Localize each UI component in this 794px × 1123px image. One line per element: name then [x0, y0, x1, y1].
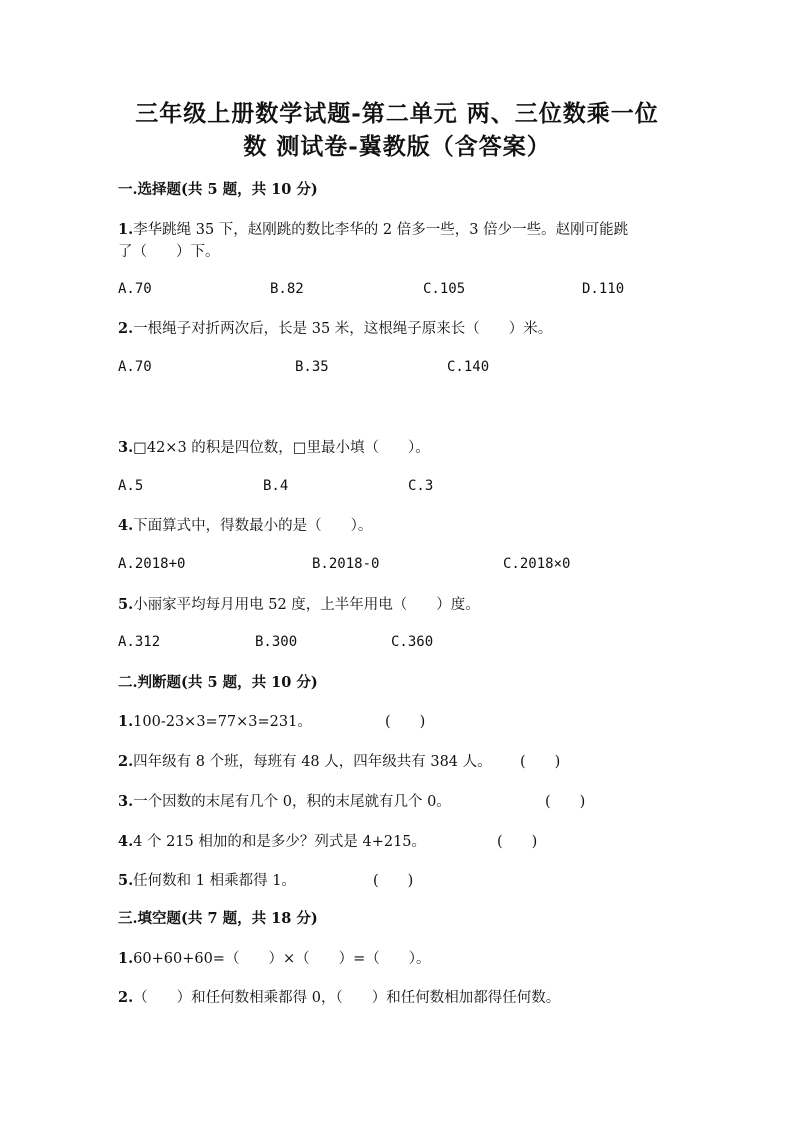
question-number: 5.	[118, 596, 134, 613]
question-number: 1.	[118, 221, 134, 238]
option-c: C.105	[423, 281, 466, 297]
question-body: 任何数和 1 相乘都得 1。	[133, 873, 296, 889]
question-body: （ ）和任何数相乘都得 0，（ ）和任何数相加都得任何数。	[133, 990, 561, 1006]
question-text	[118, 436, 430, 457]
answer-paren: ( )	[373, 873, 414, 889]
question-body: □42×3 的积是四位数，□里最小填（ ）。	[133, 440, 430, 456]
page-title-line1: 三年级上册数学试题-第二单元 两、三位数乘一位	[135, 100, 659, 127]
question-number: 3.	[118, 439, 134, 456]
question-number: 2.	[118, 753, 134, 770]
option-c: C.140	[447, 359, 490, 375]
section-heading-judgement: 二.判断题(共 5 题，共 10 分)	[118, 674, 318, 691]
section-heading-choice: 一.选择题(共 5 题，共 10 分)	[118, 181, 318, 198]
question-text	[118, 986, 560, 1007]
option-b: B.2018-0	[312, 556, 380, 572]
answer-paren: ( )	[545, 794, 586, 810]
question-text	[118, 869, 296, 890]
question-body: 4 个 215 相加的和是多少？列式是 4+215。	[133, 834, 427, 850]
question-text	[118, 830, 426, 851]
option-b: B.300	[255, 634, 298, 650]
option-b: B.35	[295, 359, 329, 375]
question-text-continued: 了（ ）下。	[118, 244, 220, 260]
question-number: 5.	[118, 872, 134, 889]
option-a: A.70	[118, 359, 152, 375]
option-b: B.4	[263, 478, 289, 494]
question-body: 小丽家平均每月用电 52 度，上半年用电（ ）度。	[133, 597, 480, 613]
option-c: C.360	[391, 634, 434, 650]
question-number: 2.	[118, 989, 134, 1006]
question-text	[118, 593, 480, 614]
question-text	[118, 710, 312, 731]
question-text	[118, 317, 552, 338]
question-body: 下面算式中，得数最小的是（ ）。	[133, 518, 373, 534]
option-d: D.110	[582, 281, 625, 297]
option-a: A.2018+0	[118, 556, 186, 572]
answer-paren: ( )	[385, 714, 426, 730]
question-number: 3.	[118, 793, 134, 810]
question-body: 100-23×3=77×3=231。	[133, 714, 312, 730]
option-a: A.5	[118, 478, 144, 494]
question-body: 一根绳子对折两次后，长是 35 米，这根绳子原来长（ ）米。	[133, 321, 553, 337]
question-number: 4.	[118, 833, 134, 850]
question-text	[118, 514, 372, 535]
question-body: 60+60+60=（ ）×（ ）=（ ）。	[133, 951, 431, 967]
question-text	[118, 750, 492, 771]
page-title-line2: 数 测试卷-冀教版（含答案）	[243, 133, 551, 160]
option-a: A.312	[118, 634, 161, 650]
option-c: C.3	[408, 478, 434, 494]
question-text	[118, 218, 628, 239]
question-body: 李华跳绳 35 下，赵刚跳的数比李华的 2 倍多一些，3 倍少一些。赵刚可能跳	[133, 222, 629, 238]
question-text	[118, 790, 451, 811]
option-b: B.82	[270, 281, 304, 297]
question-number: 4.	[118, 517, 134, 534]
option-c: C.2018×0	[503, 556, 571, 572]
question-text	[118, 947, 431, 968]
question-number: 2.	[118, 320, 134, 337]
question-number: 1.	[118, 713, 134, 730]
question-body: 四年级有 8 个班，每班有 48 人，四年级共有 384 人。	[133, 754, 492, 770]
question-number: 1.	[118, 950, 134, 967]
section-heading-fill-in: 三.填空题(共 7 题，共 18 分)	[118, 910, 318, 927]
answer-paren: ( )	[497, 834, 538, 850]
option-a: A.70	[118, 281, 152, 297]
question-body: 一个因数的末尾有几个 0，积的末尾就有几个 0。	[133, 794, 451, 810]
answer-paren: ( )	[520, 754, 561, 770]
